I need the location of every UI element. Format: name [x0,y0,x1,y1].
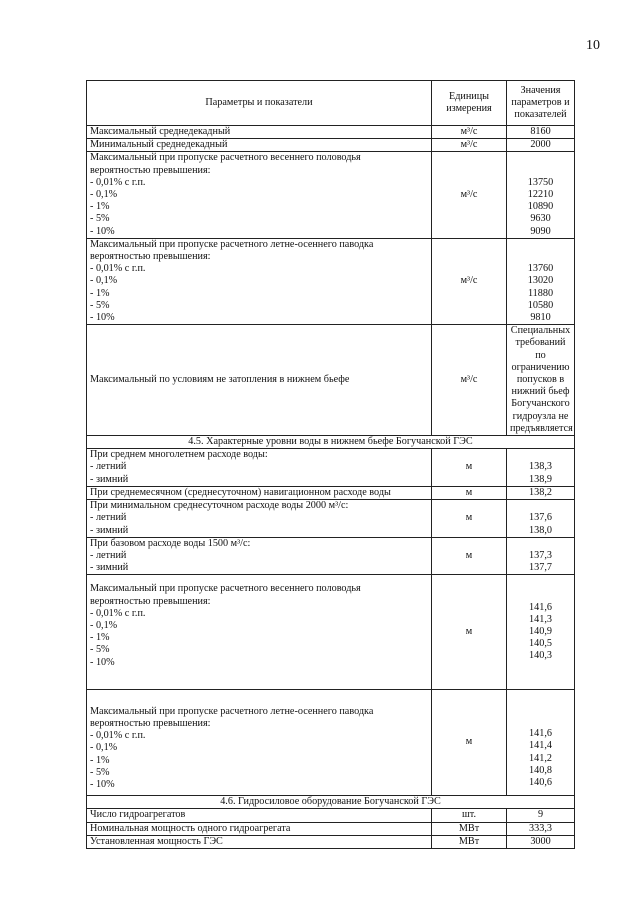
table-row-min-flow [87,500,575,538]
row-label: Максимальный при пропуске расчетного летне-осеннего паводка вероятностью превышения: - 0,01% с г.п. - 0,1% - 1% - 5% - 10% [87,689,432,795]
section-heading-row [87,436,575,449]
row-label: Номинальная мощность одного гидроагрегата [87,822,432,835]
row-unit: м³/с [432,238,507,324]
row-label: Максимальный среднедекадный [87,126,432,139]
table-row-spring-flood [87,152,575,238]
row-value-note: Специальных требований по ограничению попусков в нижний бьеф Богучанского гидроузла не предъявляется [507,325,575,436]
row-unit: МВт [432,835,507,848]
row-unit: м³/с [432,126,507,139]
row-label: Максимальный при пропуске расчетного весеннего половодья вероятностью превышения: - 0,01% с г.п. - 0,1% - 1% - 5% - 10% [87,575,432,689]
row-unit: м [432,500,507,538]
table-row [87,835,575,848]
row-value: 3000 [507,835,575,848]
row-values: 137,3 137,7 [507,537,575,575]
table-row [87,486,575,499]
row-unit: м [432,537,507,575]
row-label: Максимальный по условиям не затопления в нижнем бьефе [87,325,432,436]
row-label: Число гидроагрегатов [87,809,432,822]
section-heading: 4.5. Характерные уровни воды в нижнем бьефе Богучанской ГЭС [87,436,575,449]
table-header-row [87,81,575,126]
row-unit: м³/с [432,139,507,152]
header-params: Параметры и показатели [87,81,432,126]
section-heading: 4.6. Гидросиловое оборудование Богучанской ГЭС [87,796,575,809]
section-heading-row [87,796,575,809]
row-unit: м [432,689,507,795]
table-row-no-flooding [87,325,575,436]
table-row [87,822,575,835]
row-value: 2000 [507,139,575,152]
row-unit: м³/с [432,325,507,436]
row-values: 141,6 141,3 140,9 140,5 140,3 [507,575,575,689]
row-unit: м [432,486,507,499]
row-value: 8160 [507,126,575,139]
row-label: При среднем многолетнем расходе воды: - летний - зимний [87,449,432,487]
table-row [87,126,575,139]
row-unit: шт. [432,809,507,822]
row-value: 333,3 [507,822,575,835]
row-label: При базовом расходе воды 1500 м³/с: - летний - зимний [87,537,432,575]
header-units: Единицы измерения [432,81,507,126]
table-row-level-summer [87,689,575,795]
row-label: Установленная мощность ГЭС [87,835,432,848]
parameters-table [86,80,575,849]
row-value: 9 [507,809,575,822]
header-values: Значения параметров и показателей [507,81,575,126]
table-row-base-flow [87,537,575,575]
table-row [87,139,575,152]
row-value: 138,2 [507,486,575,499]
row-label: Минимальный среднедекадный [87,139,432,152]
row-label: При среднемесячном (среднесуточном) навигационном расходе воды [87,486,432,499]
row-label: При минимальном среднесуточном расходе воды 2000 м³/с: - летний - зимний [87,500,432,538]
row-values: 13750 12210 10890 9630 9090 [507,152,575,238]
row-unit: м [432,575,507,689]
page-number: 10 [586,38,600,53]
row-values: 141,6 141,4 141,2 140,8 140,6 [507,689,575,795]
row-values: 13760 13020 11880 10580 9810 [507,238,575,324]
table-row-avg-flow [87,449,575,487]
table-row [87,809,575,822]
table-row-level-spring [87,575,575,689]
row-values: 137,6 138,0 [507,500,575,538]
row-unit: МВт [432,822,507,835]
table-row-summer-flood [87,238,575,324]
row-label: Максимальный при пропуске расчетного весеннего половодья вероятностью превышения: - 0,01% с г.п. - 0,1% - 1% - 5% - 10% [87,152,432,238]
row-values: 138,3 138,9 [507,449,575,487]
row-unit: м [432,449,507,487]
row-label: Максимальный при пропуске расчетного летне-осеннего паводка вероятностью превышения: - 0,01% с г.п. - 0,1% - 1% - 5% - 10% [87,238,432,324]
row-unit: м³/с [432,152,507,238]
